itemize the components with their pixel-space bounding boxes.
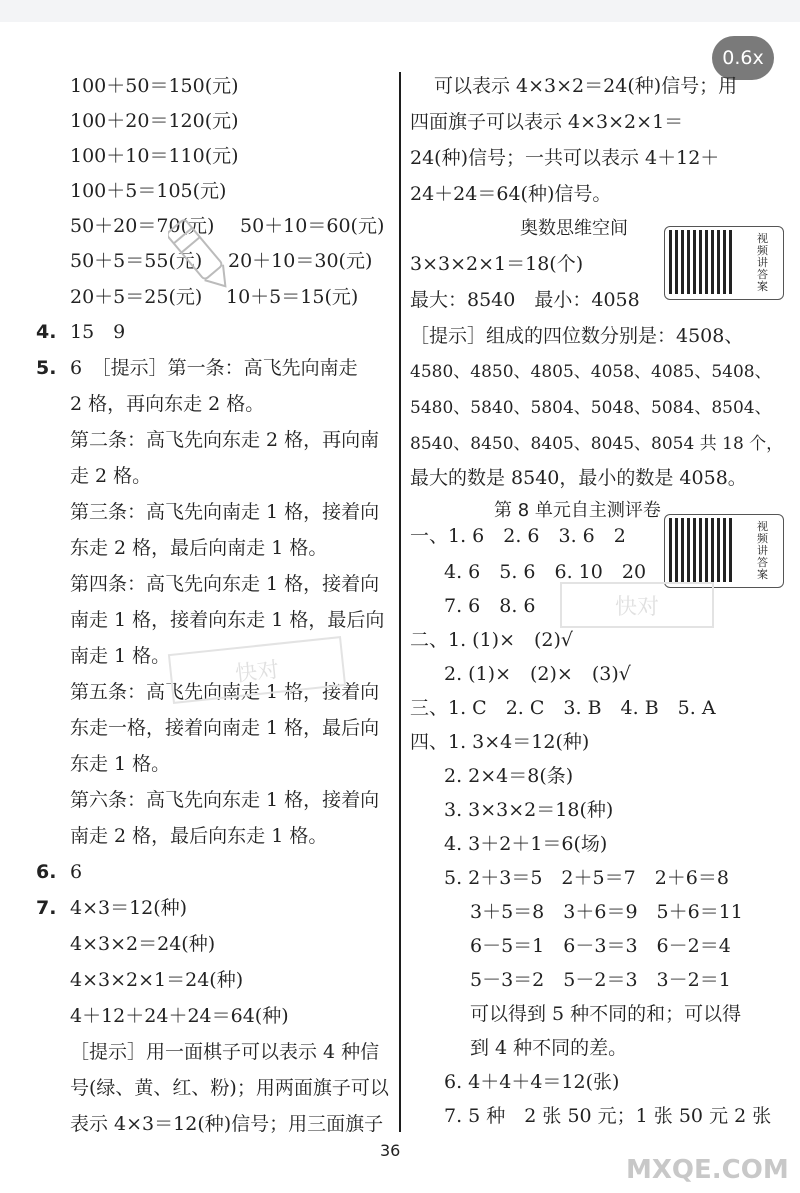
- answer-text: 四、1. 3×4＝12(种): [410, 731, 590, 753]
- answer-text: 5. 2＋3＝5 2＋5＝7 2＋6＝8: [444, 867, 729, 889]
- text-line: 20＋10＝30(元): [228, 250, 373, 272]
- answer-text: 二、1. (1)× (2)√: [410, 629, 574, 651]
- section-title: 奥数思维空间: [520, 218, 628, 239]
- answer-text: 东走 1 格。: [70, 753, 171, 775]
- answer-text: 3＋5＝8 3＋6＝9 5＋6＝11: [470, 901, 743, 923]
- answer-text: 第二条：高飞先向东走 2 格，再向南: [70, 429, 380, 451]
- answer-text: 3×3×2×1＝18(个): [410, 253, 584, 275]
- answer-text: 5－3＝2 5－2＝3 3－2＝1: [470, 969, 731, 991]
- answer-text: 4. 6 5. 6 6. 10 20: [444, 561, 647, 583]
- answer-text: 2 格，再向东走 2 格。: [70, 393, 265, 415]
- pencil-stamp-icon: [168, 208, 238, 308]
- qr-code-icon[interactable]: [669, 518, 733, 582]
- answer-text: 号(绿、黄、红、粉)；用两面旗子可以: [70, 1077, 389, 1099]
- answer-text: 24(种)信号；一共可以表示 4＋12＋: [410, 147, 720, 169]
- answer-text: 四面旗子可以表示 4×3×2×1＝: [410, 111, 684, 133]
- answer-text: 15 9: [70, 321, 126, 343]
- answer-text: 第六条：高飞先向东走 1 格，接着向: [70, 789, 380, 811]
- text-line: 50＋20＝70(元): [70, 215, 215, 237]
- answer-text: 到 4 种不同的差。: [470, 1037, 628, 1059]
- answer-text: 可以表示 4×3×2＝24(种)信号；用: [434, 75, 738, 97]
- answer-text: 最大的数是 8540，最小的数是 4058。: [410, 467, 747, 489]
- question-number: 7.: [36, 897, 57, 919]
- column-divider: [399, 72, 401, 1132]
- qr-caption: 视频讲答案: [757, 232, 768, 293]
- watermark: 快对: [168, 636, 346, 704]
- answer-text: ［提示］用一面棋子可以表示 4 种信: [70, 1041, 380, 1063]
- watermark: 快对: [560, 582, 714, 628]
- text-line: 50＋10＝60(元): [240, 215, 385, 237]
- question-number: 4.: [36, 321, 57, 343]
- qr-code-box[interactable]: [664, 226, 784, 300]
- answer-text: ［提示］组成的四位数分别是：4508、: [410, 325, 744, 347]
- zoom-level-badge[interactable]: 0.6x: [712, 36, 774, 80]
- answer-text: 南走 1 格。: [70, 645, 171, 667]
- answer-text: 南走 1 格，接着向东走 1 格，最后向: [70, 609, 385, 631]
- answer-text: 3. 3×3×2＝18(种): [444, 799, 614, 821]
- text-line: 10＋5＝15(元): [226, 286, 359, 308]
- answer-text: 4580、4850、4805、4058、4085、5408、: [410, 362, 772, 382]
- answer-text: 东走 2 格，最后向南走 1 格。: [70, 537, 328, 559]
- svg-text:MXQE.COM: MXQE.COM: [626, 1155, 789, 1185]
- qr-code-icon[interactable]: [669, 230, 733, 294]
- text-line: 100＋50＝150(元): [70, 75, 239, 97]
- answer-text: 8540、8450、8405、8045、8054 共 18 个，: [410, 434, 784, 454]
- answer-text: 表示 4×3＝12(种)信号；用三面旗子: [70, 1113, 384, 1135]
- site-logo: [620, 1108, 790, 1188]
- answer-text: 第四条：高飞先向东走 1 格，接着向: [70, 573, 380, 595]
- answer-text: 可以得到 5 种不同的和；可以得: [470, 1003, 742, 1025]
- top-bar: [0, 0, 800, 22]
- text-line: 20＋5＝25(元): [70, 286, 203, 308]
- question-number: 5.: [36, 357, 57, 379]
- answer-text: 第五条：高飞先向南走 1 格，接着向: [70, 681, 380, 703]
- answer-text: 5480、5840、5804、5048、5084、8504、: [410, 398, 772, 418]
- answer-text: 南走 2 格，最后向东走 1 格。: [70, 825, 328, 847]
- page-number: 36: [380, 1141, 401, 1160]
- answer-text: 东走一格，接着向南走 1 格，最后向: [70, 717, 380, 739]
- answer-text: 最大：8540 最小：4058: [410, 289, 640, 311]
- answer-text: 24＋24＝64(种)信号。: [410, 183, 612, 205]
- question-number: 6.: [36, 861, 57, 883]
- answer-text: 7. 6 8. 6: [444, 595, 536, 617]
- section-title: 第 8 单元自主测评卷: [494, 500, 661, 521]
- answer-text: 2. (1)× (2)× (3)√: [444, 663, 631, 685]
- answer-text: 4＋12＋24＋24＝64(种): [70, 1005, 289, 1027]
- answer-text: 4. 3＋2＋1＝6(场): [444, 833, 608, 855]
- answer-text: 4×3＝12(种): [70, 897, 188, 919]
- text-line: 100＋20＝120(元): [70, 110, 239, 132]
- answer-text: 6 ［提示］第一条：高飞先向南走: [70, 357, 358, 379]
- answer-text: 6: [70, 861, 83, 883]
- answer-text: 4×3×2×1＝24(种): [70, 969, 244, 991]
- text-line: 50＋5＝55(元): [70, 250, 203, 272]
- answer-text: 6. 4＋4＋4＝12(张): [444, 1071, 620, 1093]
- qr-code-box[interactable]: [664, 514, 784, 588]
- qr-caption: 视频讲答案: [757, 520, 768, 581]
- text-line: 100＋10＝110(元): [70, 145, 239, 167]
- answer-text: 7. 5 种 2 张 50 元；1 张 50 元 2 张: [444, 1105, 772, 1127]
- text-line: 100＋5＝105(元): [70, 180, 227, 202]
- answer-text: 6－5＝1 6－3＝3 6－2＝4: [470, 935, 731, 957]
- answer-text: 4×3×2＝24(种): [70, 933, 216, 955]
- answer-text: 三、1. C 2. C 3. B 4. B 5. A: [410, 697, 716, 719]
- answer-text: 2. 2×4＝8(条): [444, 765, 574, 787]
- answer-text: 第三条：高飞先向南走 1 格，接着向: [70, 501, 380, 523]
- answer-text: 一、1. 6 2. 6 3. 6 2: [410, 525, 626, 547]
- answer-text: 走 2 格。: [70, 465, 152, 487]
